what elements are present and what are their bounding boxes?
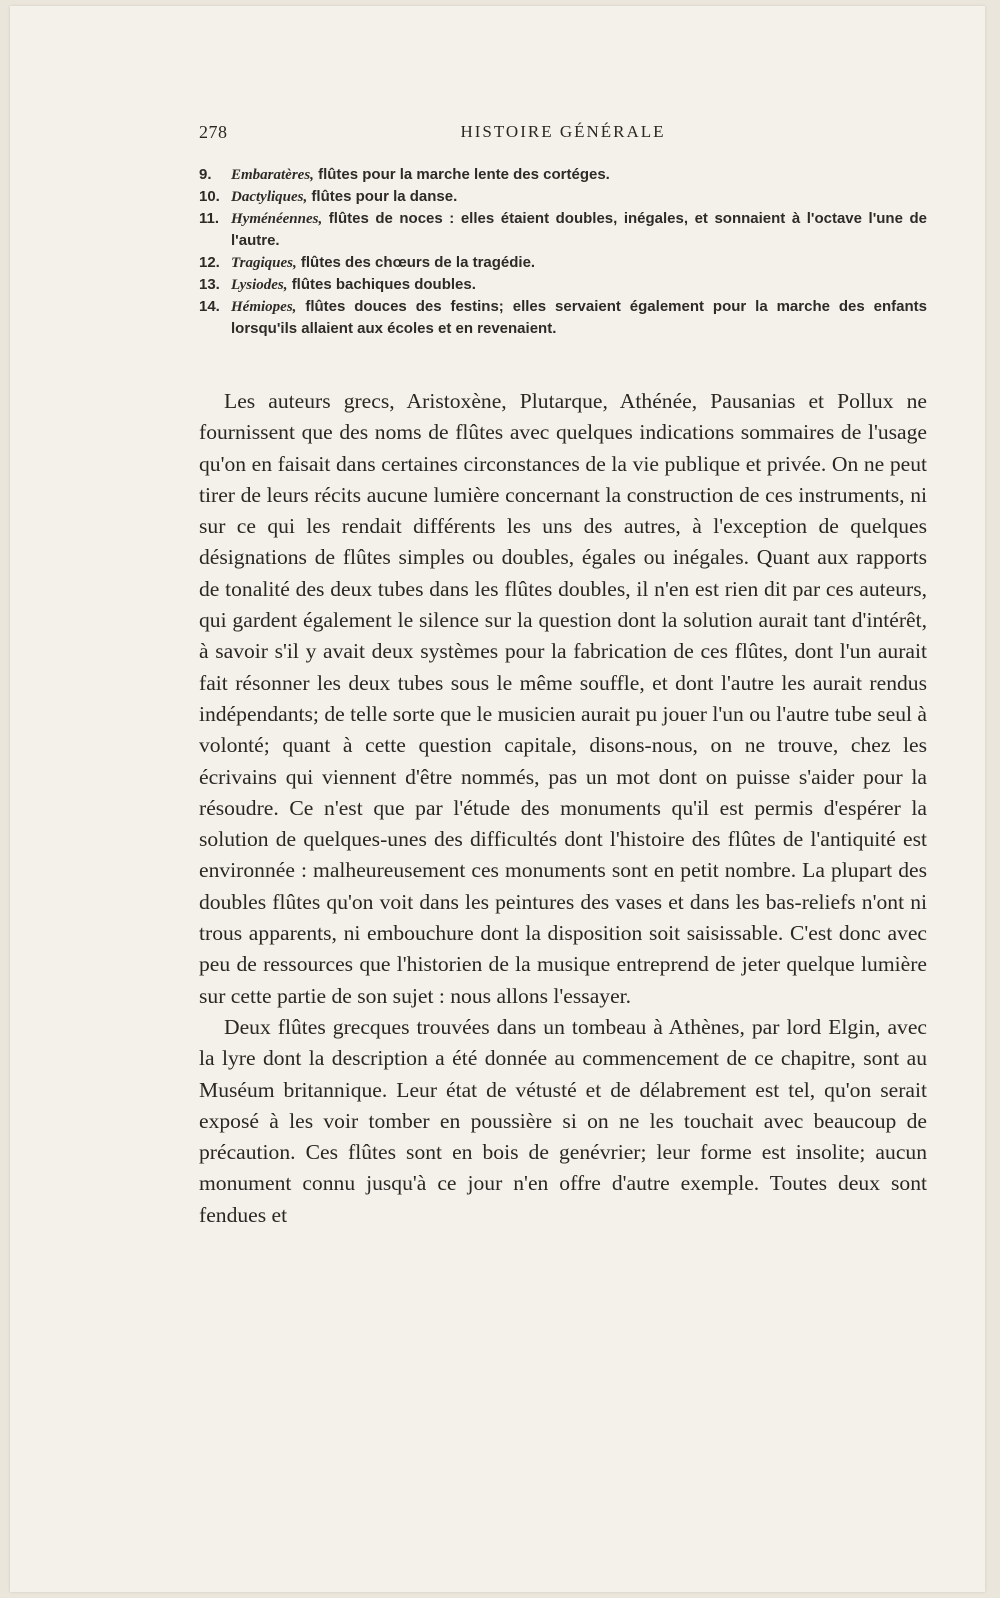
- list-item-text: flûtes pour la danse.: [311, 188, 458, 205]
- list-item-text: flûtes de noces : elles étaient doubles, inégales, et sonnaient à l'octave l'une de l'autre.: [231, 210, 927, 249]
- paragraph: Les auteurs grecs, Aristoxène, Plutarque, Athénée, Pausanias et Pollux ne fournissent que des noms de flûtes avec quelques indications sommaires de l'usage qu'on en faisait dans certaines circonstances de la vie publique et privée. On ne peut tirer de leurs récits aucune lumière concernant la construction de ces instruments, ni sur ce qui les rendait différents les uns des autres, à l'exception de quelques désignations de flûtes simples ou doubles, égales ou inégales. Quant aux rapports de tonalité des deux tubes dans les flûtes doubles, il n'en est rien dit par ces auteurs, qui gardent également le silence sur la question dont la solution aurait tant d'intérêt, à savoir s'il y avait deux systèmes pour la fabrication de ces flûtes, dont l'un aurait fait résonner les deux tubes sous le même souffle, et dont l'autre les aurait rendus indépendants; de telle sorte que le musicien aurait pu jouer l'un ou l'autre tube seul à volonté; quant à cette question capitale, disons-nous, on ne trouve, chez les écrivains qui viennent d'être nommés, pas un mot dont on puisse s'aider pour la résoudre. Ce n'est que par l'étude des monuments qu'il est permis d'espérer la solution de quelques-unes des difficultés dont l'histoire des flûtes de l'antiquité est environnée : malheureusement ces monuments sont en petit nombre. La plupart des doubles flûtes qu'on voit dans les peintures des vases et dans les bas-reliefs n'ont ni trous apparents, ni embouchure dont la disposition soit saisissable. C'est donc avec peu de ressources que l'historien de la musique entreprend de jeter quelque lumière sur cette partie de son sujet : nous allons l'essayer.: [199, 389, 927, 1008]
- list-item: [199, 296, 927, 340]
- list-item: [199, 186, 927, 208]
- list-item-text: flûtes pour la marche lente des cortéges.: [318, 166, 610, 183]
- list-item-number: 11.: [199, 210, 220, 227]
- list-item-text: flûtes des chœurs de la tragédie.: [300, 254, 536, 271]
- list-item: [199, 164, 927, 186]
- list-item-term: Lysiodes,: [231, 277, 288, 293]
- list-item-number: 14.: [199, 298, 220, 315]
- list-item-number: 12.: [199, 254, 220, 271]
- list-item-term: Dactyliques,: [231, 189, 308, 205]
- list-item-term: Embaratères,: [231, 167, 314, 183]
- list-item-text: flûtes bachiques doubles.: [291, 276, 476, 293]
- page-number: 278: [199, 122, 228, 142]
- list-item-number: 10.: [199, 188, 220, 205]
- list-item-term: Hémiopes,: [231, 299, 297, 315]
- paragraph: Deux flûtes grecques trouvées dans un tombeau à Athènes, par lord Elgin, avec la lyre dont la description a été donnée au commencement de ce chapitre, sont au Muséum britannique. Leur état de vétusté et de délabrement est tel, qu'on serait exposé à les voir tomber en poussière si on ne les touchait avec beaucoup de précaution. Ces flûtes sont en bois de genévrier; leur forme est insolite; aucun monument connu jusqu'à ce jour n'en offre d'autre exemple. Toutes deux sont fendues et: [199, 1014, 927, 1227]
- page-header: [199, 122, 927, 146]
- main-text: [199, 386, 927, 1231]
- list-item: [199, 208, 927, 252]
- list-item-term: Tragiques,: [231, 255, 297, 271]
- list-item-term: Hyménéennes,: [231, 211, 323, 227]
- running-title: HISTOIRE GÉNÉRALE: [460, 122, 666, 141]
- footnote-list: [199, 164, 927, 340]
- list-item-number: 9.: [199, 166, 212, 183]
- list-item-number: 13.: [199, 276, 220, 293]
- list-item-text: flûtes douces des festins; elles servaient également pour la marche des enfants lorsqu'ils allaient aux écoles et en revenaient.: [231, 298, 927, 337]
- list-item: [199, 252, 927, 274]
- list-item: [199, 274, 927, 296]
